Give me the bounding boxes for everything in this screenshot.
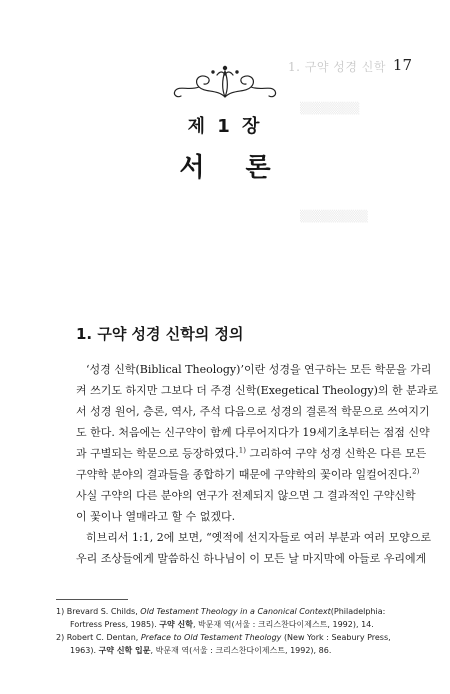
footnote-author: Robert C. Dentan, <box>66 633 139 642</box>
footnote-ref[interactable]: 2) <box>412 467 420 476</box>
body-line: 서 성경 원어, 층론, 역사, 주석 다음으로 성경의 결론적 학문으로 쓰여지기 <box>76 405 430 418</box>
chapter-title: 서 론 <box>179 153 287 183</box>
footnote-ref[interactable]: 1) <box>238 446 246 455</box>
footnote-2 <box>56 631 391 644</box>
chapter-label: 제 1 장 <box>187 116 263 137</box>
footnote-text: 1963). <box>70 646 97 655</box>
footnote-text: , 박문재 역(서울 : 크리스찬다이제스트, 1992), 86. <box>150 646 332 655</box>
footnote-2-continued <box>56 644 372 657</box>
body-line: ‘성경 신학(Biblical Theology)’이란 성경을 연구하는 모든 학문을 가리 <box>86 363 432 376</box>
footnote-title: Preface to Old Testament Theology <box>140 633 282 642</box>
body-line <box>76 464 420 485</box>
section-heading: 1. 구약 성경 신학의 정의 <box>76 325 244 343</box>
body-line: 이 꽃이나 열매라고 할 수 없겠다. <box>76 510 236 523</box>
footnote-1-continued <box>56 618 372 631</box>
body-text-run: 구약학 분야의 결과들을 종합하기 때문에 구약학의 꽃이라 일컬어진다. <box>76 468 413 481</box>
body-text-run: 그리하여 구약 성경 신학은 다른 모든 <box>245 447 427 460</box>
body-line: 도 한다. 처음에는 신구약이 함께 다루어지다가 19세기초부터는 점점 신약 <box>76 426 430 439</box>
footnote-author: Brevard S. Childs, <box>66 607 138 616</box>
body-paragraphs <box>76 359 438 569</box>
body-line: 사실 구약의 다른 분야의 연구가 전제되지 않으면 그 결과적인 구약신학 <box>76 489 416 502</box>
footnotes <box>56 605 391 657</box>
footnote-title: Old Testament Theology in a Canonical Context <box>140 607 331 616</box>
chapter-ornament-icon <box>165 63 285 103</box>
body-line: 켜 쓰기도 하지만 그보다 더 주경 신학(Exegetical Theology)의 한 분과로 <box>76 384 438 397</box>
footnote-publisher: (New York : Seabury Press, <box>283 633 391 642</box>
footnote-translation-title: 구약 신학 입문 <box>98 646 151 655</box>
page-number: 17 <box>392 56 412 74</box>
body-line: 히브리서 1:1, 2에 보면, “옛적에 선지자들로 여러 부분과 여러 모양으로 <box>86 531 432 544</box>
bleed-through-text: ▒▒▒▒▒▒▒ <box>300 102 360 115</box>
footnote-text: , 박문재 역(서울 : 크리스찬다이제스트, 1992), 14. <box>192 620 374 629</box>
footnote-divider <box>56 599 128 600</box>
body-text-run: 과 구별되는 학문으로 등장하였다. <box>76 447 239 460</box>
footnote-publisher: (Philadelphia: <box>330 607 386 616</box>
footnote-marker: 2) <box>56 633 65 642</box>
body-line: 우리 조상들에게 말씀하신 하나님이 이 모든 날 마지막에 아들로 우리에게 <box>76 552 427 565</box>
body-line <box>76 443 427 464</box>
footnote-text: Fortress Press, 1985). <box>70 620 157 629</box>
running-head: 1. 구약 성경 신학 <box>288 60 386 74</box>
footnote-marker: 1) <box>56 607 65 616</box>
bleed-through-text: ▒▒▒▒▒▒▒▒ <box>300 210 368 223</box>
footnote-1 <box>56 605 386 618</box>
footnote-translation-title: 구약 신학 <box>159 620 193 629</box>
